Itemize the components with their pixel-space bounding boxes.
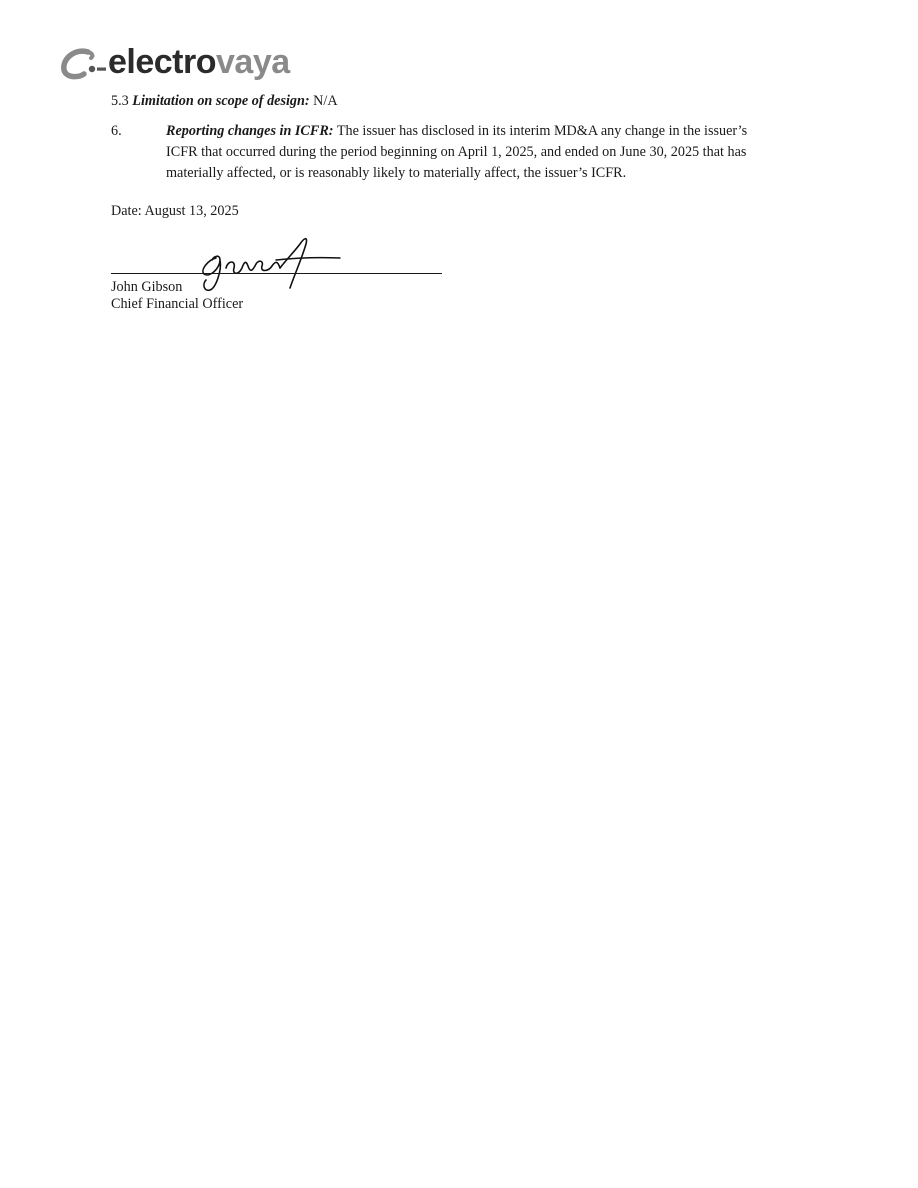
signer-name: John Gibson bbox=[111, 279, 183, 295]
electrovaya-logo-mark bbox=[58, 44, 108, 84]
section-6-line-1-text: The issuer has disclosed in its interim MD&A any change in the issuer’s bbox=[336, 123, 748, 139]
section-5-3 bbox=[111, 91, 338, 111]
signature-line bbox=[111, 273, 442, 274]
section-5-3-heading: Limitation on scope of design: bbox=[132, 93, 310, 109]
section-6-line-3: materially affected, or is reasonably likely to materially affect, the issuer’s ICFR. bbox=[166, 165, 627, 181]
section-6-heading: Reporting changes in ICFR: bbox=[166, 123, 334, 139]
electrovaya-logo-wordmark: electrovaya bbox=[108, 43, 290, 81]
electrovaya-logo bbox=[58, 44, 290, 84]
section-5-3-number: 5.3 bbox=[111, 93, 129, 109]
section-5-3-value: N/A bbox=[313, 93, 338, 109]
signer-title: Chief Financial Officer bbox=[111, 296, 244, 312]
date-line: Date: August 13, 2025 bbox=[111, 203, 239, 219]
handwritten-signature bbox=[190, 230, 350, 294]
section-6-number: 6. bbox=[111, 123, 122, 139]
section-6-line-1 bbox=[166, 121, 806, 142]
section-6-body bbox=[166, 121, 806, 184]
section-6-line-2: ICFR that occurred during the period beginning on April 1, 2025, and ended on June 30, 2025 that has bbox=[166, 144, 747, 160]
